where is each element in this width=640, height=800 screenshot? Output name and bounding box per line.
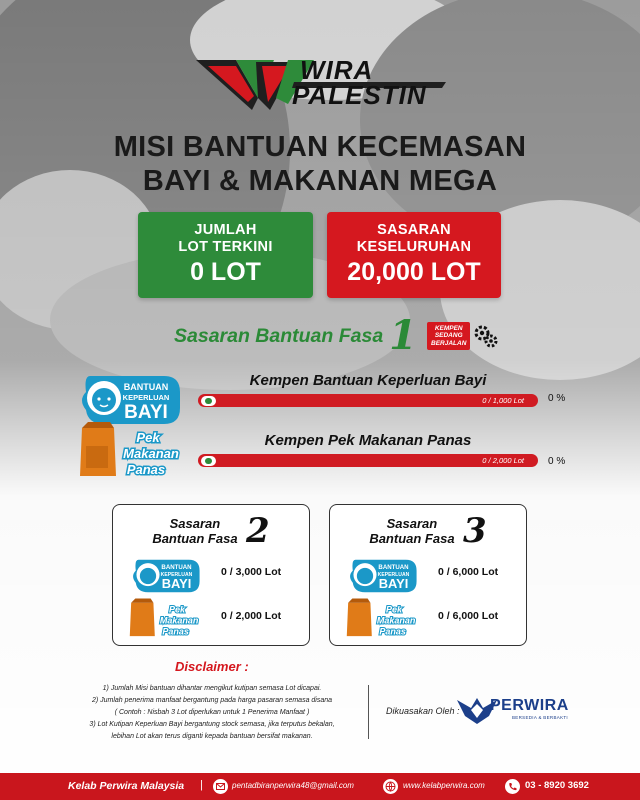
organizer-tagline: BERSEDIA & BERBAKTI [512, 715, 568, 720]
phase3-label-line1: Sasaran [386, 516, 438, 531]
target-lots-value: 20,000 LOT [347, 258, 481, 286]
phase3-label [369, 516, 454, 546]
phase2-number: 2 [246, 511, 270, 551]
svg-text:BANTUAN: BANTUAN [161, 564, 192, 572]
target-lots-card [327, 212, 501, 298]
logo-wordmark [292, 55, 470, 110]
gear-icon [473, 323, 499, 349]
progress-marker-icon [201, 396, 216, 406]
page-title [0, 130, 640, 198]
svg-text:KEPERLUAN: KEPERLUAN [160, 572, 193, 578]
baby-aid-icon [348, 557, 420, 595]
footer-website[interactable]: www.kelabperwira.com [403, 781, 485, 790]
svg-text:BANTUAN: BANTUAN [378, 564, 409, 572]
phase3-card [329, 504, 527, 646]
phase2-label [152, 516, 237, 546]
organizer-name: PERWIRA [490, 697, 569, 714]
phone-icon [505, 779, 520, 794]
phase3-label-line2: Bantuan Fasa [369, 531, 455, 546]
svg-text:KEPERLUAN: KEPERLUAN [377, 572, 410, 578]
progress-text: 0 / 1,000 Lot [482, 396, 524, 405]
campaign-title: Kempen Bantuan Keperluan Bayi [249, 372, 487, 389]
disclaimer-line: ( Contoh : Nisbah 3 Lot diperlukan untuk 1 Penerima Manfaat ) [114, 709, 310, 716]
email-icon [213, 779, 228, 794]
svg-text:Pek: Pek [386, 604, 403, 615]
phase3-bayi-row [330, 553, 526, 595]
phase1-header [174, 312, 499, 359]
svg-text:BAYI: BAYI [378, 576, 409, 592]
phase1-number: 1 [389, 312, 418, 359]
disclaimer-line: lebihan Lot akan terus diganti kepada bantuan bersifat makanan. [111, 733, 313, 740]
campaign-status-badge [427, 322, 470, 351]
svg-text:BAYI: BAYI [161, 576, 192, 592]
title-line2: BAYI & MAKANAN MEGA [142, 165, 498, 197]
progress-bar [198, 394, 538, 407]
phase2-card [112, 504, 310, 646]
disclaimer-text [62, 683, 362, 743]
footer-separator: | [200, 779, 203, 791]
status-line1: KEMPEN [434, 324, 463, 332]
hot-meal-pack-icon [76, 420, 194, 480]
svg-text:Makanan: Makanan [376, 615, 416, 626]
logo-line1: WIRA [300, 55, 374, 85]
phase2-label-line1: Sasaran [169, 516, 221, 531]
svg-text:Makanan: Makanan [159, 615, 199, 626]
hot-meal-pack-icon [127, 597, 209, 639]
current-lots-value: 0 LOT [190, 258, 261, 286]
globe-icon [383, 779, 398, 794]
svg-text:Pek: Pek [136, 430, 160, 445]
progress-percent: 0 % [548, 393, 566, 404]
current-lots-card [138, 212, 313, 298]
phase2-bayi-value: 0 / 3,000 Lot [221, 566, 282, 578]
target-lots-label-line1: SASARAN [377, 222, 451, 238]
organizer-label: Dikuasakan Oleh : [386, 706, 460, 716]
disclaimer-line: 3) Lot Kutipan Keperluan Bayi bergantung stock semasa, jika terputus bekalan, [89, 721, 335, 728]
svg-text:BANTUAN: BANTUAN [123, 382, 169, 392]
svg-text:Pek: Pek [169, 604, 186, 615]
footer-bar [0, 773, 640, 800]
svg-text:Panas: Panas [162, 626, 189, 637]
current-lots-label-line1: JUMLAH [194, 222, 257, 238]
baby-aid-icon [131, 557, 203, 595]
divider [368, 685, 369, 739]
status-line3: BERJALAN [431, 339, 467, 347]
svg-text:BAYI: BAYI [124, 402, 168, 423]
target-lots-label-line2: KESELURUHAN [356, 239, 472, 255]
phase1-label: Sasaran Bantuan Fasa [174, 324, 384, 347]
disclaimer-line: 2) Jumlah penerima manfaat bergantung pada harga pasaran semasa disana [91, 697, 333, 704]
footer-org: Kelab Perwira Malaysia [68, 780, 185, 792]
progress-text: 0 / 2,000 Lot [482, 456, 524, 465]
footer-email[interactable]: pentadbiranperwira48@gmail.com [232, 781, 354, 790]
hot-meal-pack-icon [344, 597, 426, 639]
campaign-hot-meal [198, 432, 538, 467]
phase3-pek-value: 0 / 6,000 Lot [438, 610, 499, 622]
svg-text:Panas: Panas [126, 462, 166, 477]
phase3-bayi-value: 0 / 6,000 Lot [438, 566, 499, 578]
phase3-pek-row [330, 597, 526, 639]
phase2-pek-value: 0 / 2,000 Lot [221, 610, 282, 622]
current-lots-label-line2: LOT TERKINI [178, 239, 273, 255]
disclaimer-line: 1) Jumlah Misi bantuan dihantar mengikut kutipan semasa Lot dicapai. [102, 685, 322, 692]
progress-percent: 0 % [548, 456, 566, 467]
phase2-label-line2: Bantuan Fasa [152, 531, 238, 546]
phase3-number: 3 [463, 511, 487, 551]
svg-text:Makanan: Makanan [123, 446, 179, 461]
status-line2: SEDANG [434, 332, 463, 340]
progress-bar [198, 454, 538, 467]
title-line1: MISI BANTUAN KECEMASAN [113, 131, 527, 163]
phase2-pek-row [113, 597, 309, 639]
disclaimer-title: Disclaimer : [175, 659, 249, 674]
phase2-bayi-row [113, 553, 309, 595]
svg-text:KEPERLUAN: KEPERLUAN [122, 393, 170, 402]
progress-marker-icon [201, 456, 216, 466]
campaign-title: Kempen Pek Makanan Panas [264, 432, 472, 449]
svg-text:Panas: Panas [379, 626, 406, 637]
footer-phone[interactable]: 03 - 8920 3692 [525, 780, 589, 791]
logo-line2: PALESTIN [292, 80, 427, 110]
campaign-baby-aid [198, 372, 538, 407]
